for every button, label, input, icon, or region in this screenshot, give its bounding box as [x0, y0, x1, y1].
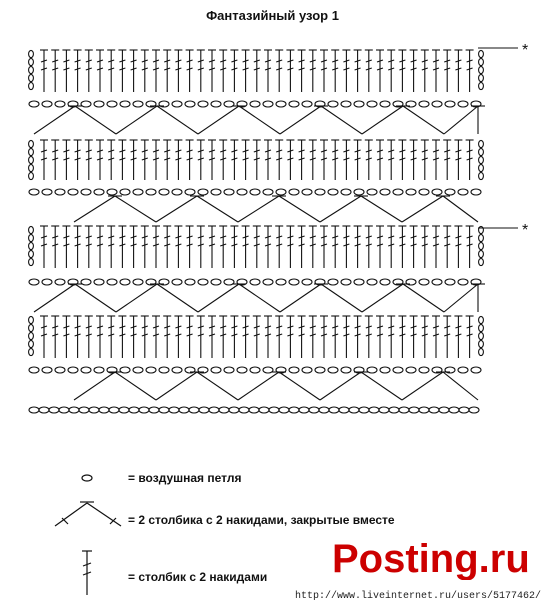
chain-stitch — [81, 279, 91, 285]
chain-stitch — [59, 407, 69, 413]
decrease-stitch — [157, 106, 198, 134]
chain-stitch — [94, 367, 104, 373]
chain-stitch — [149, 407, 159, 413]
double-treble-icon — [82, 551, 92, 595]
chain-stitch — [315, 189, 325, 195]
decrease-stitch — [403, 284, 444, 312]
chain-stitch — [172, 101, 182, 107]
chain-stitch — [458, 279, 468, 285]
decrease-stitch — [198, 284, 239, 312]
chain-stitch — [380, 101, 390, 107]
decrease-stitch — [320, 196, 361, 222]
chain-stitch — [42, 189, 52, 195]
chain-stitch — [133, 101, 143, 107]
chain-stitch — [349, 407, 359, 413]
chain-stitch — [55, 279, 65, 285]
decrease-stitch — [34, 106, 75, 134]
chain-stitch — [459, 407, 469, 413]
chain-stitch — [94, 189, 104, 195]
chain-stitch — [209, 407, 219, 413]
chain-stitch — [449, 407, 459, 413]
chain-stitch — [29, 189, 39, 195]
decrease-stitch — [115, 196, 156, 222]
decrease-stitch — [443, 372, 478, 400]
chain-stitch — [146, 189, 156, 195]
chain-stitch — [479, 258, 484, 265]
chain-stitch — [341, 279, 351, 285]
chain-stitch — [169, 407, 179, 413]
chain-stitch — [419, 279, 429, 285]
chain-stitch — [29, 258, 34, 265]
chain-stitch — [354, 101, 364, 107]
chain-stitch — [341, 189, 351, 195]
chain-stitch — [172, 367, 182, 373]
decrease-stitch — [403, 106, 444, 134]
chain-stitch — [42, 279, 52, 285]
chain-stitch — [432, 189, 442, 195]
chain-stitch-icon — [82, 475, 92, 481]
chain-stitch — [329, 407, 339, 413]
chain-stitch — [367, 189, 377, 195]
chain-stitch — [29, 242, 34, 249]
chain-stitch — [479, 148, 484, 155]
row-marker: * — [522, 42, 529, 59]
chain-stitch — [172, 279, 182, 285]
chain-stitch — [479, 324, 484, 331]
decrease-stitch — [75, 284, 116, 312]
chain-stitch — [458, 367, 468, 373]
chain-stitch — [429, 407, 439, 413]
chain-stitch — [419, 189, 429, 195]
chain-stitch — [354, 279, 364, 285]
chain-stitch — [479, 172, 484, 179]
chain-stitch — [479, 226, 484, 233]
chain-stitch — [133, 367, 143, 373]
chain-stitch — [399, 407, 409, 413]
decrease-stitch — [74, 372, 115, 400]
decrease-stitch — [362, 284, 403, 312]
chain-stitch — [479, 140, 484, 147]
decrease-stitch — [34, 284, 75, 312]
chain-stitch — [133, 189, 143, 195]
chain-stitch — [172, 189, 182, 195]
chain-stitch — [159, 407, 169, 413]
chain-stitch — [479, 340, 484, 347]
chain-stitch — [159, 189, 169, 195]
chain-stitch — [419, 367, 429, 373]
chain-stitch — [198, 189, 208, 195]
chain-stitch — [29, 407, 39, 413]
chain-stitch — [29, 172, 34, 179]
chain-stitch — [445, 279, 455, 285]
decrease-stitch — [239, 106, 280, 134]
chain-stitch — [29, 316, 34, 323]
chain-stitch — [302, 101, 312, 107]
decrease-stitch — [320, 372, 361, 400]
chain-stitch — [445, 101, 455, 107]
legend-label-treble: = столбик с 2 накидами — [128, 570, 268, 584]
decrease-stitch — [361, 372, 402, 400]
decrease-stitch — [321, 284, 362, 312]
chain-stitch — [198, 279, 208, 285]
chain-stitch — [479, 156, 484, 163]
row-marker: * — [522, 222, 529, 239]
chain-stitch — [393, 367, 403, 373]
chain-stitch — [380, 189, 390, 195]
chain-stitch — [211, 101, 221, 107]
chain-stitch — [339, 407, 349, 413]
decrease-stitch — [443, 196, 478, 222]
chain-stitch — [68, 367, 78, 373]
decrease-stitch — [156, 372, 197, 400]
chain-stitch — [55, 189, 65, 195]
chain-stitch — [263, 367, 273, 373]
chain-stitch — [239, 407, 249, 413]
chain-stitch — [29, 140, 34, 147]
chain-stitch — [29, 156, 34, 163]
decrease-stitch — [444, 284, 478, 312]
chain-stitch — [120, 279, 130, 285]
chain-stitch — [79, 407, 89, 413]
chain-stitch — [189, 407, 199, 413]
chain-stitch — [479, 58, 484, 65]
decrease-stitch-icon — [55, 502, 121, 526]
chain-stitch — [341, 367, 351, 373]
chain-stitch — [380, 279, 390, 285]
chain-stitch — [81, 367, 91, 373]
chain-stitch — [29, 324, 34, 331]
watermark-brand: Posting.ru — [332, 537, 530, 580]
chain-stitch — [479, 316, 484, 323]
decrease-stitch — [157, 284, 198, 312]
chain-stitch — [419, 407, 429, 413]
chain-stitch — [198, 101, 208, 107]
chain-stitch — [276, 101, 286, 107]
chain-stitch — [133, 279, 143, 285]
chain-stitch — [29, 82, 34, 89]
chain-stitch — [29, 340, 34, 347]
chain-stitch — [119, 407, 129, 413]
chain-stitch — [276, 189, 286, 195]
chain-stitch — [359, 407, 369, 413]
chain-stitch — [179, 407, 189, 413]
decrease-stitch — [321, 106, 362, 134]
chain-stitch — [29, 148, 34, 155]
decrease-stitch — [198, 106, 239, 134]
decrease-stitch — [444, 106, 478, 134]
decrease-stitch — [279, 372, 320, 400]
chain-stitch — [289, 407, 299, 413]
chain-stitch — [419, 101, 429, 107]
chain-stitch — [237, 189, 247, 195]
chain-stitch — [146, 367, 156, 373]
chain-stitch — [29, 101, 39, 107]
chain-stitch — [263, 279, 273, 285]
chain-stitch — [471, 367, 481, 373]
chain-stitch — [250, 367, 260, 373]
watermark-logo — [332, 536, 536, 580]
chain-stitch — [139, 407, 149, 413]
chain-stitch — [29, 74, 34, 81]
chain-stitch — [479, 242, 484, 249]
chain-stitch — [229, 407, 239, 413]
chain-stitch — [29, 58, 34, 65]
chain-stitch — [469, 407, 479, 413]
chain-stitch — [81, 101, 91, 107]
chain-stitch — [319, 407, 329, 413]
chain-stitch — [432, 101, 442, 107]
chain-stitch — [289, 279, 299, 285]
footer-url: http://www.liveinternet.ru/users/5177462/ — [294, 591, 541, 602]
chain-stitch — [479, 332, 484, 339]
chain-stitch — [237, 367, 247, 373]
chain-stitch — [211, 279, 221, 285]
chain-stitch — [120, 189, 130, 195]
chain-stitch — [263, 189, 273, 195]
chain-stitch — [199, 407, 209, 413]
chain-stitch — [29, 250, 34, 257]
decrease-stitch — [238, 196, 279, 222]
chain-stitch — [479, 348, 484, 355]
chain-stitch — [99, 407, 109, 413]
decrease-stitch — [75, 106, 116, 134]
decrease-stitch — [280, 284, 321, 312]
chain-stitch — [29, 164, 34, 171]
chain-stitch — [432, 279, 442, 285]
chain-stitch — [29, 226, 34, 233]
chain-stitch — [406, 189, 416, 195]
decrease-stitch — [238, 372, 279, 400]
chain-stitch — [42, 367, 52, 373]
decrease-stitch — [156, 196, 197, 222]
chain-stitch — [302, 279, 312, 285]
chain-stitch — [276, 279, 286, 285]
chain-stitch — [250, 101, 260, 107]
chain-stitch — [185, 101, 195, 107]
chain-stitch — [328, 101, 338, 107]
chain-stitch — [328, 279, 338, 285]
chain-stitch — [393, 189, 403, 195]
chain-stitch — [479, 74, 484, 81]
chain-stitch — [299, 407, 309, 413]
chain-stitch — [107, 279, 117, 285]
decrease-stitch — [116, 106, 157, 134]
chain-stitch — [439, 407, 449, 413]
chain-stitch — [94, 279, 104, 285]
chain-stitch — [367, 367, 377, 373]
chain-stitch — [379, 407, 389, 413]
chain-stitch — [39, 407, 49, 413]
chain-stitch — [406, 367, 416, 373]
decrease-stitch — [239, 284, 280, 312]
chain-stitch — [224, 367, 234, 373]
decrease-stitch — [362, 106, 403, 134]
chain-stitch — [269, 407, 279, 413]
decrease-stitch — [115, 372, 156, 400]
chain-stitch — [55, 367, 65, 373]
chain-stitch — [29, 234, 34, 241]
chain-stitch — [479, 50, 484, 57]
chain-stitch — [249, 407, 259, 413]
chain-stitch — [315, 367, 325, 373]
chain-stitch — [279, 407, 289, 413]
chain-stitch — [129, 407, 139, 413]
chain-stitch — [81, 189, 91, 195]
chain-stitch — [367, 101, 377, 107]
chain-stitch — [250, 279, 260, 285]
chain-stitch — [29, 367, 39, 373]
chain-stitch — [159, 367, 169, 373]
chain-stitch — [109, 407, 119, 413]
chain-stitch — [328, 367, 338, 373]
chain-stitch — [89, 407, 99, 413]
decrease-stitch — [197, 196, 238, 222]
chain-stitch — [69, 407, 79, 413]
legend-label-chain: = воздушная петля — [128, 471, 242, 485]
chain-stitch — [219, 407, 229, 413]
chain-stitch — [211, 367, 221, 373]
chain-stitch — [211, 189, 221, 195]
decrease-stitch — [279, 196, 320, 222]
chain-stitch — [107, 101, 117, 107]
chain-stitch — [289, 189, 299, 195]
decrease-stitch — [280, 106, 321, 134]
chain-stitch — [68, 189, 78, 195]
decrease-stitch — [116, 284, 157, 312]
decrease-stitch — [197, 372, 238, 400]
legend-label-decrease: = 2 столбика с 2 накидами, закрытые вместе — [128, 513, 395, 527]
decrease-stitch — [361, 196, 402, 222]
chain-stitch — [309, 407, 319, 413]
chain-stitch — [49, 407, 59, 413]
chart-title: Фантазийный узор 1 — [206, 8, 339, 23]
chain-stitch — [259, 407, 269, 413]
chain-stitch — [250, 189, 260, 195]
chain-stitch — [289, 367, 299, 373]
chain-stitch — [29, 332, 34, 339]
chain-stitch — [479, 82, 484, 89]
chain-stitch — [341, 101, 351, 107]
chain-stitch — [185, 279, 195, 285]
chain-stitch — [458, 189, 468, 195]
chain-stitch — [471, 189, 481, 195]
chain-stitch — [42, 101, 52, 107]
decrease-stitch — [74, 196, 115, 222]
chain-stitch — [29, 66, 34, 73]
chain-stitch — [55, 101, 65, 107]
chain-stitch — [94, 101, 104, 107]
chain-stitch — [479, 234, 484, 241]
chain-stitch — [458, 101, 468, 107]
chain-stitch — [29, 279, 39, 285]
chain-stitch — [302, 367, 312, 373]
chain-stitch — [328, 189, 338, 195]
chain-stitch — [479, 250, 484, 257]
chain-stitch — [354, 189, 364, 195]
chain-stitch — [409, 407, 419, 413]
chain-stitch — [120, 101, 130, 107]
chain-stitch — [29, 348, 34, 355]
chain-stitch — [263, 101, 273, 107]
chain-stitch — [29, 50, 34, 57]
chain-stitch — [224, 189, 234, 195]
chain-stitch — [185, 189, 195, 195]
chain-stitch — [380, 367, 390, 373]
chain-stitch — [107, 189, 117, 195]
chain-stitch — [479, 66, 484, 73]
chain-stitch — [302, 189, 312, 195]
chain-stitch — [389, 407, 399, 413]
chain-stitch — [369, 407, 379, 413]
chain-stitch — [289, 101, 299, 107]
chain-stitch — [445, 189, 455, 195]
chain-stitch — [367, 279, 377, 285]
decrease-stitch — [402, 372, 443, 400]
chain-stitch — [479, 164, 484, 171]
decrease-stitch — [402, 196, 443, 222]
